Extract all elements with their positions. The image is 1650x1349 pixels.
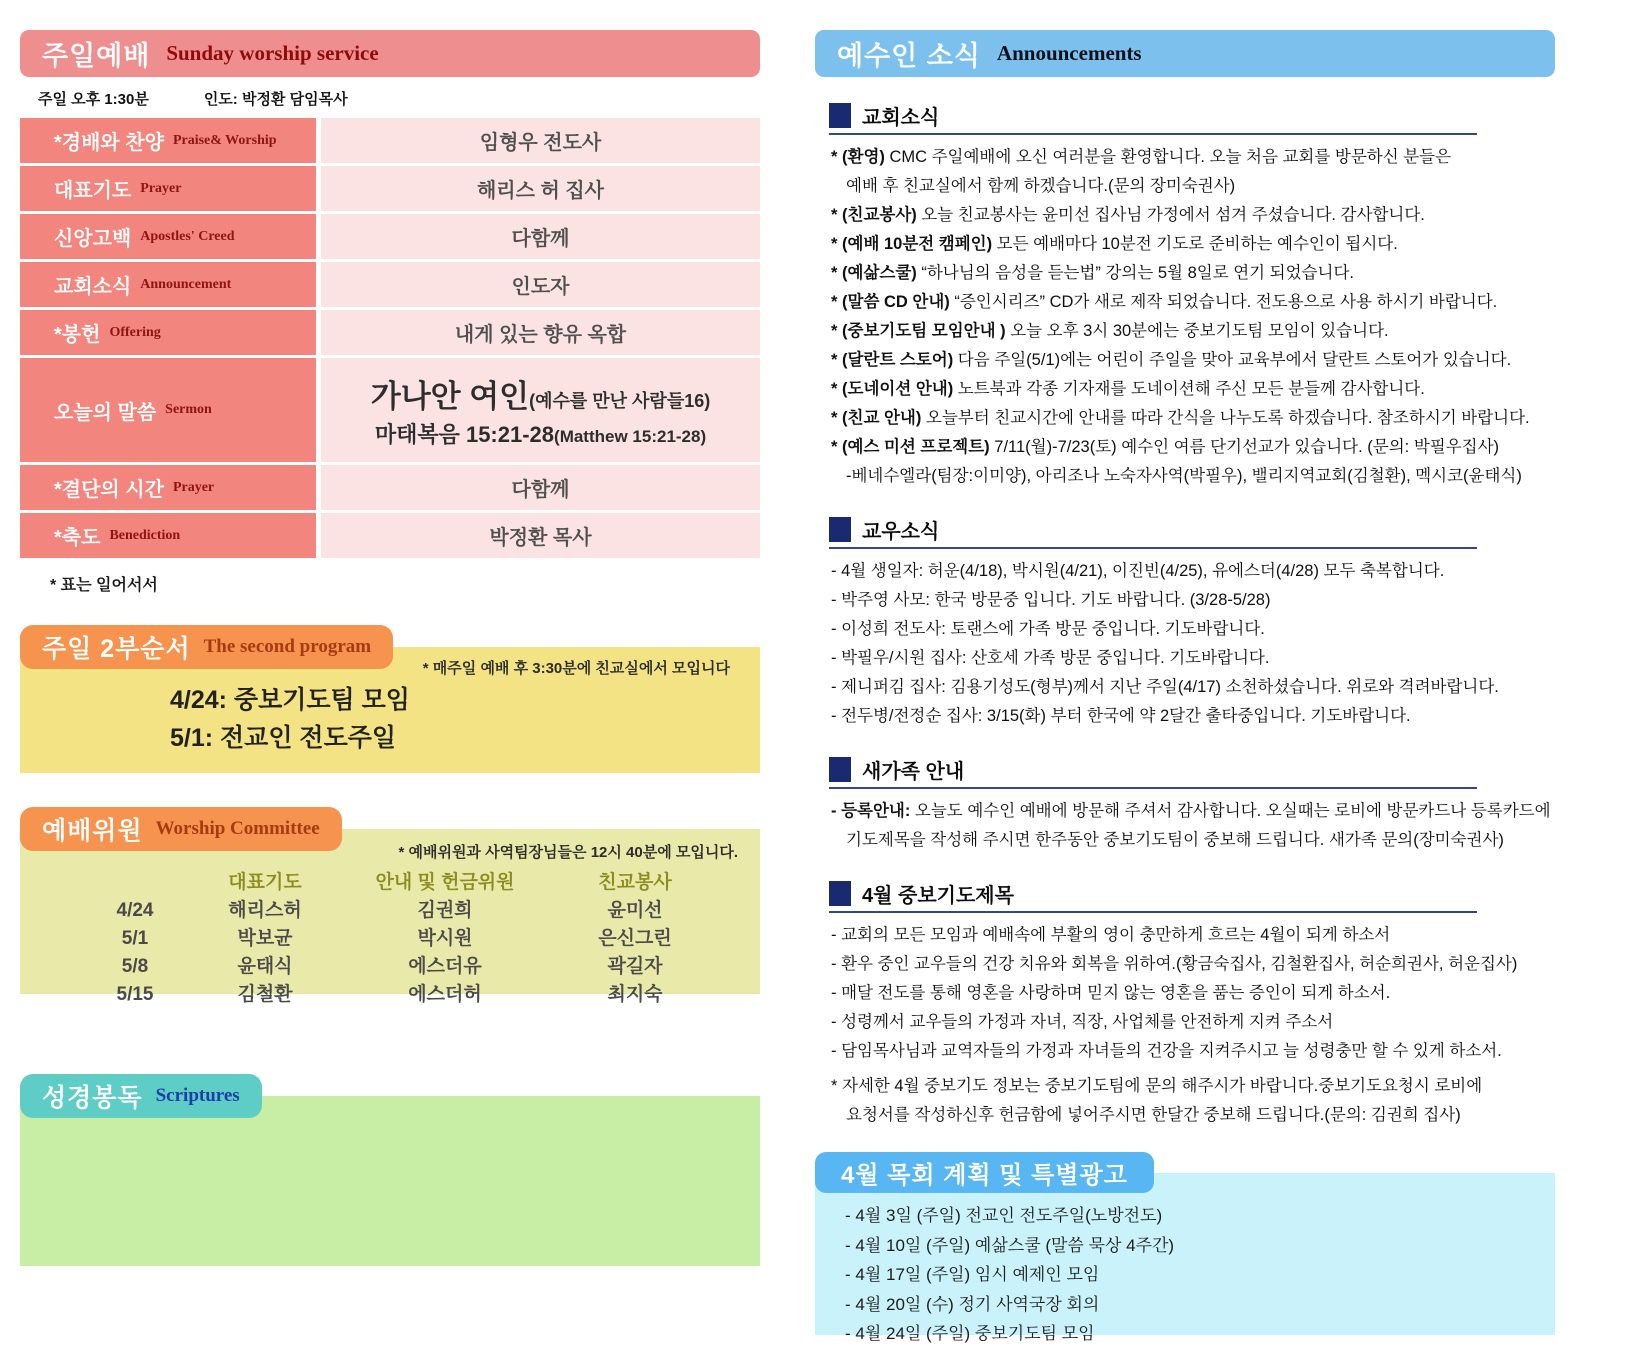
item-label: * (말씀 CD 안내)	[831, 293, 950, 311]
table-cell: 김철환	[237, 984, 293, 1005]
second-program-note: * 매주일 예배 후 3:30분에 친교실에서 모입니다	[422, 660, 730, 677]
table-row	[20, 214, 760, 259]
sermon-value	[321, 358, 760, 462]
item-text: 7/11(월)-7/23(토) 예수인 여름 단기선교가 있습니다. (문의: 박필우집사)	[989, 438, 1500, 456]
item-label: * (중보기도팀 모임안내 )	[831, 322, 1006, 340]
item-label: * (친교 안내)	[831, 409, 922, 427]
worship-meta	[38, 88, 760, 109]
announcements-header	[815, 30, 1555, 77]
table-cell-date: 4/24	[116, 900, 154, 921]
list-item	[831, 172, 1555, 201]
row-label-ko: *축도	[54, 527, 101, 549]
item-label: * (달란트 스토어)	[831, 351, 954, 369]
worship-committee-header	[20, 807, 342, 851]
list-item	[831, 201, 1555, 230]
row-value: 다함께	[321, 465, 760, 510]
list-item: - 교회의 모든 모임과 예배속에 부활의 영이 충만하게 흐르는 4월이 되게 하소서	[831, 926, 1391, 944]
item-text: 예배 후 친교실에서 함께 하겠습니다.(문의 장미숙권사)	[846, 177, 1236, 195]
list-item: - 성령께서 교우들의 가정과 자녀, 직장, 사업체를 안전하게 지켜 주소서	[831, 1013, 1334, 1031]
row-label	[20, 118, 316, 163]
row-label-en: Offering	[109, 324, 161, 340]
left-column	[20, 30, 760, 1266]
list-item: - 환우 중인 교우들의 건강 치유와 회복을 위하여.(황금숙집사, 김철환집사, 허순희권사, 허운집사)	[831, 955, 1518, 973]
row-label-en: Announcement	[140, 276, 232, 292]
item-label: * (도네이션 안내)	[831, 380, 954, 398]
row-label	[20, 513, 316, 558]
list-item: - 제니퍼김 집사: 김용기성도(형부)께서 지난 주일(4/17) 소천하셨습니다. 위로와 격려바랍니다.	[831, 678, 1499, 696]
column-header: 안내 및 헌금위원	[375, 872, 515, 893]
list-item: - 박주영 사모: 한국 방문중 입니다. 기도 바랍니다. (3/28-5/28)	[831, 591, 1271, 609]
sermon-line1	[371, 371, 710, 416]
table-cell: 해리스허	[228, 900, 302, 921]
announcements-title-ko: 예수인 소식	[837, 41, 981, 71]
section-bullet-icon	[829, 103, 851, 128]
list-item: - 4월 생일자: 허운(4/18), 박시원(4/21), 이진빈(4/25), 유에스더(4/28) 모두 축복합니다.	[831, 562, 1445, 580]
item-text: 다음 주일(5/1)에는 어린이 주일을 맞아 교육부에서 달란트 스토어가 있습니다.	[953, 351, 1512, 369]
section-title-row	[829, 879, 1477, 913]
item-text: -베네수엘라(팀장:이미양), 아리조나 노숙자사역(박필우), 밸리지역교회(김철환), 멕시코(윤태식)	[846, 467, 1522, 485]
sermon-row	[20, 358, 760, 462]
scriptures-header	[20, 1074, 262, 1118]
section-title-row	[829, 755, 1477, 789]
row-label-en: Benediction	[109, 527, 181, 543]
worship-leader: 인도: 박정환 담임목사	[203, 91, 348, 108]
section-bullet-icon	[829, 517, 851, 542]
table-cell: 최지숙	[607, 984, 663, 1005]
sermon-line2	[375, 418, 706, 449]
second-program-section	[20, 625, 760, 773]
item-label: - 등록안내:	[831, 802, 911, 820]
list-item: - 담임목사님과 교역자들의 가정과 자녀들의 건강을 지켜주시고 늘 성령충만 할 수 있게 하소서.	[831, 1042, 1502, 1060]
item-text: 오늘 친교봉사는 윤미선 집사님 가정에서 섬겨 주셨습니다. 감사합니다.	[916, 206, 1425, 224]
section-title: 4월 중보기도제목	[862, 885, 1014, 907]
april-plan-title: 4월 목회 계획 및 특별광고	[841, 1162, 1128, 1189]
item-text: “증인시리즈” CD가 새로 제작 되었습니다. 전도용으로 사용 하시기 바랍니다.	[949, 293, 1498, 311]
table-row	[20, 310, 760, 355]
table-cell: 곽길자	[607, 956, 663, 977]
list-item: - 4월 17일 (주일) 임시 예제인 모임	[845, 1265, 1100, 1284]
april-plan-header	[815, 1152, 1154, 1193]
scriptures-title-en: Scriptures	[155, 1085, 240, 1106]
newcomer-section	[815, 755, 1555, 855]
row-value: 내게 있는 향유 옥합	[321, 310, 760, 355]
table-cell: 은신그린	[598, 928, 672, 949]
list-item: - 4월 20일 (수) 정기 사역국장 회의	[845, 1294, 1100, 1314]
sunday-worship-title-ko: 주일예배	[42, 41, 151, 71]
member-news-lines	[831, 557, 1555, 731]
table-cell: 에스더유	[408, 956, 482, 977]
row-value: 해리스 허 집사	[321, 166, 760, 211]
list-item	[831, 259, 1555, 288]
sunday-worship-title-en: Sunday worship service	[166, 41, 379, 65]
column-header: 대표기도	[228, 872, 302, 893]
worship-committee-note: * 예배위원과 사역팀장님들은 12시 40분에 모입니다.	[398, 844, 738, 861]
newcomer-lines	[831, 797, 1555, 855]
row-value: 인도자	[321, 262, 760, 307]
row-label	[20, 262, 316, 307]
sermon-title: 가나안 여인	[370, 379, 530, 414]
table-row	[20, 513, 760, 558]
prayer-topics-section	[815, 879, 1555, 1130]
table-cell-date: 5/8	[121, 956, 149, 977]
column-header: 친교봉사	[598, 872, 672, 893]
announcements-title-en: Announcements	[996, 41, 1142, 65]
list-item: - 4월 3일 (주일) 전교인 전도주일(노방전도)	[845, 1206, 1163, 1225]
item-label: * (예삶스쿨)	[831, 264, 917, 282]
prayer-topics-lines	[831, 921, 1555, 1130]
item-text: “하나님의 음성을 듣는법” 강의는 5월 8일로 연기 되었습니다.	[916, 264, 1354, 282]
list-item: 5/1: 전교인 전도주일	[170, 724, 397, 752]
table-cell: 윤미선	[607, 900, 663, 921]
list-item: - 전두병/전정순 집사: 3/15(화) 부터 한국에 약 2달간 출타중입니다. 기도바랍니다.	[831, 707, 1411, 725]
row-value: 박정환 목사	[321, 513, 760, 558]
list-item	[831, 230, 1555, 259]
row-value: 다함께	[321, 214, 760, 259]
list-item	[831, 462, 1555, 491]
row-label-ko: *봉헌	[54, 324, 101, 346]
item-text: 기도제목을 작성해 주시면 한주동안 중보기도팀이 중보해 드립니다. 새가족 문의(장미숙권사)	[846, 831, 1504, 849]
prayer-request-note: * 자세한 4월 중보기도 정보는 중보기도팀에 문의 해주시가 바랍니다.중보기도요청시 로비에	[831, 1077, 1483, 1095]
scriptures-section	[20, 1074, 760, 1266]
row-label	[20, 358, 316, 462]
list-item	[831, 433, 1555, 462]
worship-committee-title-ko: 예배위원	[42, 817, 143, 845]
right-column	[815, 30, 1555, 1343]
worship-committee-box	[20, 829, 760, 1005]
table-cell: 박시원	[417, 928, 473, 949]
row-label-en: Prayer	[172, 479, 215, 495]
row-label	[20, 214, 316, 259]
table-cell: 에스더허	[408, 984, 482, 1005]
row-label-ko: *결단의 시간	[54, 479, 164, 501]
item-label: * (환영)	[831, 148, 885, 166]
row-value: 임형우 전도사	[321, 118, 760, 163]
list-item: - 4월 10일 (주일) 예삶스쿨 (말씀 묵상 4주간)	[845, 1235, 1175, 1255]
item-text: 모든 예배마다 10분전 기도로 준비하는 예수인이 됩시다.	[992, 235, 1398, 253]
table-cell: 윤태식	[237, 956, 293, 977]
list-item: 4/24: 중보기도팀 모임	[170, 686, 410, 714]
row-label-en: Sermon	[165, 402, 212, 417]
row-label-en: Prayer	[140, 180, 182, 196]
church-news-section	[815, 101, 1555, 491]
list-item	[831, 346, 1555, 375]
row-label-en: Apostles' Creed	[140, 228, 235, 244]
row-label-ko: 교회소식	[54, 276, 132, 298]
sermon-scripture-ref: 마태복음 15:21-28	[374, 422, 555, 447]
second-program-title-en: The second program	[203, 636, 372, 657]
april-plan-section	[815, 1152, 1555, 1343]
member-news-section	[815, 515, 1555, 731]
row-label-ko: 오늘의 말씀	[54, 401, 157, 424]
list-item	[831, 143, 1555, 172]
list-item: - 이성희 전도사: 토랜스에 가족 방문 중입니다. 기도바랍니다.	[831, 620, 1265, 638]
worship-committee-section	[20, 807, 760, 1005]
row-label-ko: *경배와 찬양	[54, 132, 164, 154]
sermon-box	[371, 371, 710, 449]
table-row	[20, 166, 760, 211]
list-item: - 박필우/시원 집사: 산호세 가족 방문 중입니다. 기도바랍니다.	[831, 649, 1270, 667]
worship-order-table	[20, 118, 760, 558]
item-text: 오늘부터 친교시간에 안내를 따라 간식을 나누도록 하겠습니다. 참조하시기 바랍니다.	[921, 409, 1530, 427]
list-item	[831, 404, 1555, 433]
second-program-header	[20, 625, 393, 669]
section-title-row	[829, 101, 1477, 135]
church-news-lines	[831, 143, 1555, 491]
table-row	[20, 465, 760, 510]
scriptures-box	[20, 1096, 760, 1266]
table-cell-date: 5/15	[116, 984, 154, 1005]
item-label: * (예배 10분전 캠페인)	[831, 235, 993, 253]
worship-committee-title-en: Worship Committee	[155, 818, 320, 839]
list-item: - 매달 전도를 통해 영혼을 사랑하며 믿지 않는 영혼을 품는 증인이 되게 하소서.	[831, 984, 1391, 1002]
item-label: * (친교봉사)	[831, 206, 917, 224]
item-text: 오늘 오후 3시 30분에는 중보기도팀 모임이 있습니다.	[1005, 322, 1389, 340]
row-label-en: Praise& Worship	[172, 132, 277, 148]
row-label	[20, 465, 316, 510]
list-item	[831, 375, 1555, 404]
row-label	[20, 166, 316, 211]
item-text: 오늘도 예수인 예배에 방문해 주셔서 감사합니다. 오실때는 로비에 방문카드나 등록카드에	[910, 802, 1551, 820]
item-text: 노트북과 각종 기자재를 도네이션해 주신 모든 분들께 감사합니다.	[953, 380, 1425, 398]
prayer-request-note: 요청서를 작성하신후 헌금함에 넣어주시면 한달간 중보해 드립니다.(문의: 김권희 집사)	[846, 1106, 1461, 1124]
list-item	[831, 797, 1555, 826]
section-title: 교회소식	[862, 107, 940, 129]
section-bullet-icon	[829, 881, 851, 906]
row-label	[20, 310, 316, 355]
table-cell-date: 5/1	[121, 928, 149, 949]
item-text: CMC 주일예배에 오신 여러분을 환영합니다. 오늘 처음 교회를 방문하신 분들은	[884, 148, 1452, 166]
standing-footnote: * 표는 일어서서	[50, 577, 158, 594]
section-title-row	[829, 515, 1477, 549]
section-bullet-icon	[829, 757, 851, 782]
row-label-ko: 신앙고백	[54, 228, 132, 250]
sermon-scripture-ref-en: (Matthew 15:21-28)	[554, 427, 707, 446]
table-row	[20, 118, 760, 163]
list-item: - 4월 24일 (주일) 중보기도팀 모임	[845, 1324, 1095, 1343]
column-header	[80, 869, 190, 897]
section-title: 새가족 안내	[862, 761, 965, 783]
sunday-worship-header	[20, 30, 760, 77]
list-item	[831, 288, 1555, 317]
table-cell: 박보균	[237, 928, 293, 949]
sermon-series-note: (예수를 만난 사람들16)	[529, 391, 711, 411]
april-plan-box	[815, 1173, 1555, 1343]
table-cell: 김권희	[417, 900, 473, 921]
item-label: * (예스 미션 프로젝트)	[831, 438, 990, 456]
worship-time: 주일 오후 1:30분	[38, 91, 149, 108]
list-item	[831, 317, 1555, 346]
table-row	[20, 262, 760, 307]
april-plan-items	[845, 1173, 1555, 1349]
list-item	[831, 826, 1555, 855]
second-program-title-ko: 주일 2부순서	[42, 635, 191, 663]
section-title: 교우소식	[862, 521, 940, 543]
row-label-ko: 대표기도	[54, 180, 132, 202]
scriptures-title-ko: 성경봉독	[42, 1084, 143, 1112]
